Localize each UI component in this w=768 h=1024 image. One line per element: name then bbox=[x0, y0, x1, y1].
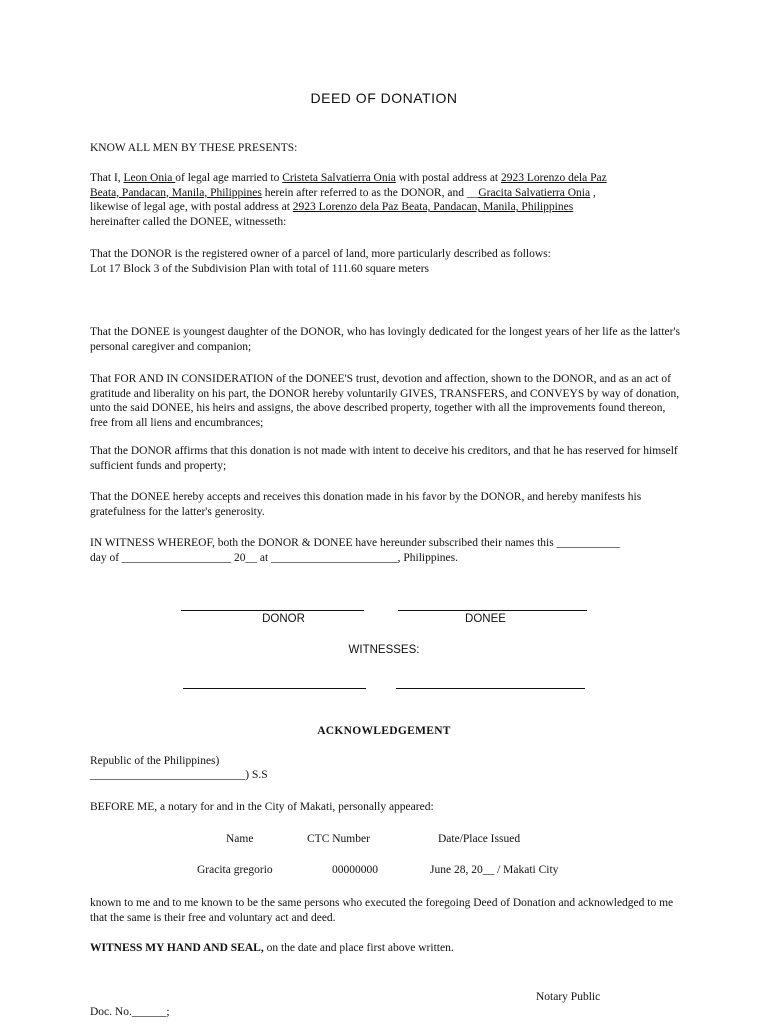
spouse-name: Cristeta Salvatierra Onia bbox=[282, 172, 396, 184]
text: likewise of legal age, with postal address at bbox=[90, 201, 293, 214]
witness-hand-seal bbox=[90, 942, 454, 954]
republic-line: Republic of the Philippines) bbox=[90, 755, 220, 767]
property-paragraph bbox=[90, 247, 680, 276]
notary-public-label: Notary Public bbox=[536, 991, 601, 1003]
ss-line: ___________________________) S.S bbox=[90, 769, 268, 781]
appearer-ctc: 00000000 bbox=[332, 864, 378, 876]
consideration-paragraph: That FOR AND IN CONSIDERATION of the DONEE'S trust, devotion and affection, shown to the DONOR, and as an act of gratitude and liberality on his part, the DONOR hereby voluntarily GIVES, TRANSFERS, and CONVEYS by way of donation, unto the said DONEE, his heirs and assigns, the above described property, together with all the improvements found thereon, free from all liens and encumbrances; bbox=[90, 373, 680, 429]
before-me-line: BEFORE ME, a notary for and in the City of Makati, personally appeared: bbox=[90, 801, 434, 813]
donor-address-line1: 2923 Lorenzo dela Paz bbox=[501, 172, 607, 184]
text: herein after referred to as the DONOR, and __ bbox=[261, 186, 479, 199]
known-paragraph: known to me and to me known to be the same persons who executed the foregoing Deed of Donation and acknowledged to me that the same is their free and voluntary act and deed. bbox=[90, 897, 674, 924]
text: with postal address at bbox=[395, 172, 501, 184]
parties-paragraph bbox=[90, 171, 680, 229]
text: hereinafter called the DONEE, witnesseth: bbox=[90, 215, 287, 228]
text: That I, bbox=[90, 172, 124, 184]
acceptance-paragraph: That the DONEE hereby accepts and receives this donation made in his favor by the DONOR, and hereby manifests his gratefulness for the latter's generosity. bbox=[90, 491, 642, 518]
intro-line: KNOW ALL MEN BY THESE PRESENTS: bbox=[90, 142, 298, 154]
donee-label: DONEE bbox=[465, 613, 506, 625]
witnesses-label: WITNESSES: bbox=[348, 644, 420, 656]
donee-signature-line bbox=[398, 610, 587, 611]
text: That the DONOR is the registered owner of a parcel of land, more particularly described as follows: bbox=[90, 248, 551, 260]
donee-name: Gracita Salvatierra Onia bbox=[478, 186, 591, 199]
donor-name: Leon Onia bbox=[123, 172, 176, 184]
appearer-date-place: June 28, 20__ / Makati City bbox=[430, 864, 559, 876]
witness2-signature-line bbox=[396, 688, 585, 689]
appearer-name: Gracita gregorio bbox=[197, 864, 273, 876]
donor-label: DONOR bbox=[262, 613, 305, 625]
text: , bbox=[590, 186, 596, 199]
donee-paragraph: That the DONEE is youngest daughter of the DONOR, who has lovingly dedicated for the longest years of her life as the latter's personal caregiver and companion; bbox=[90, 326, 681, 353]
donee-address: 2923 Lorenzo dela Paz Beata, Pandacan, Manila, Philippines bbox=[292, 201, 574, 214]
witness-whereof-line2: day of ___________________ 20__ at ______________________, Philippines. bbox=[90, 552, 458, 564]
header-ctc: CTC Number bbox=[307, 833, 370, 845]
doc-no-line: Doc. No.______; bbox=[90, 1006, 170, 1018]
witness1-signature-line bbox=[183, 688, 366, 689]
affirmation-paragraph: That the DONOR affirms that this donation is not made with intent to deceive his creditors, and that he has reserved for himself sufficient funds and property; bbox=[90, 445, 678, 472]
text: of legal age married to bbox=[175, 172, 283, 184]
property-description: Lot 17 Block 3 of the Subdivision Plan with total of 111.60 square meters bbox=[90, 262, 429, 275]
witness-hand-seal-bold: WITNESS MY HAND AND SEAL, bbox=[90, 942, 264, 954]
witness-hand-seal-rest: on the date and place first above written. bbox=[263, 942, 454, 954]
document-title: DEED OF DONATION bbox=[310, 90, 458, 106]
acknowledgement-heading: ACKNOWLEDGEMENT bbox=[317, 725, 451, 737]
donor-signature-line bbox=[181, 610, 364, 611]
donor-address-line2: Beata, Pandacan, Manila, Philippines bbox=[90, 186, 262, 199]
header-name: Name bbox=[226, 833, 254, 845]
witness-whereof-line1: IN WITNESS WHEREOF, both the DONOR & DONEE have hereunder subscribed their names this ___________ bbox=[90, 537, 620, 549]
header-date-place: Date/Place Issued bbox=[438, 833, 521, 845]
